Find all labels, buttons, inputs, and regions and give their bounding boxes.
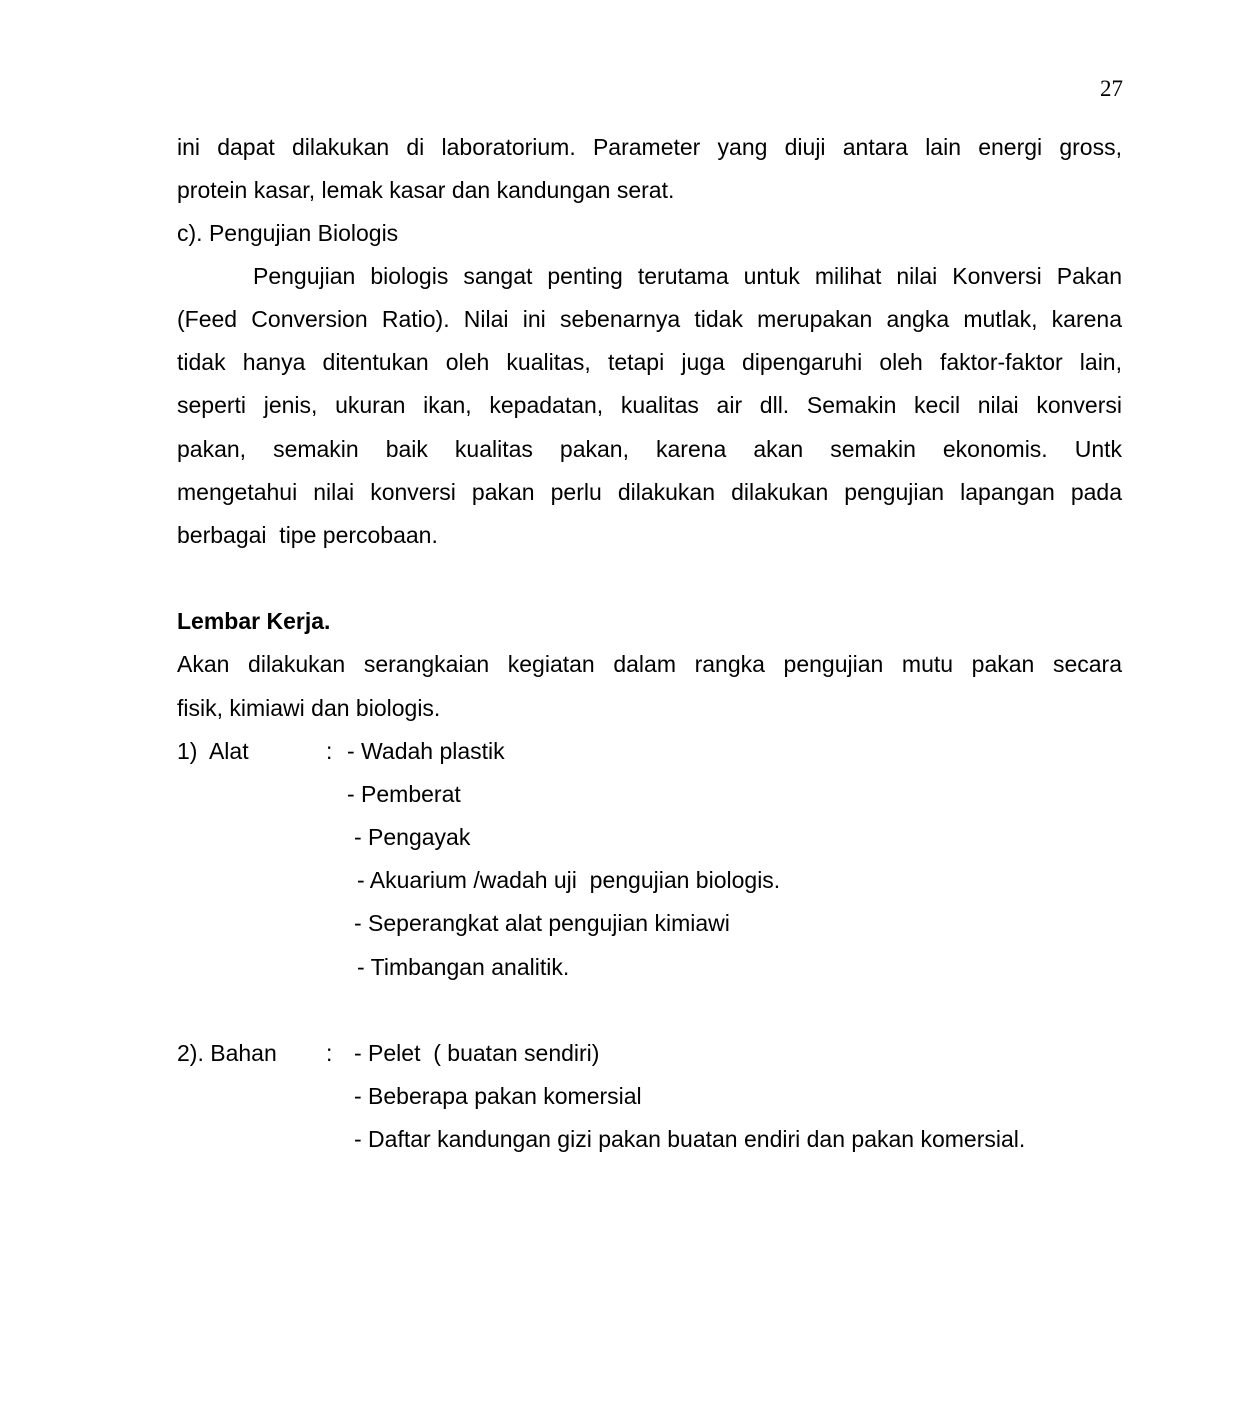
section-c-line-5: pakan, semakin baik kualitas pakan, karena akan semakin ekonomis. Untk [177, 436, 1122, 462]
page-number: 27 [1100, 76, 1123, 101]
bahan-label: 2). Bahan [177, 1040, 277, 1066]
section-c-line-3: tidak hanya ditentukan oleh kualitas, tetapi juga dipengaruhi oleh faktor-faktor lain, [177, 349, 1122, 375]
section-c-line-1: Pengujian biologis sangat penting terutama untuk milihat nilai Konversi Pakan [253, 263, 1122, 289]
alat-item: - Timbangan analitik. [357, 954, 570, 980]
intro-line-1: ini dapat dilakukan di laboratorium. Parameter yang diuji antara lain energi gross, [177, 134, 1122, 160]
alat-item: - Akuarium /wadah uji pengujian biologis. [357, 867, 781, 893]
alat-item: - Pengayak [354, 824, 471, 850]
section-c-line-2: (Feed Conversion Ratio). Nilai ini sebenarnya tidak merupakan angka mutlak, karena [177, 306, 1122, 332]
alat-item: - Wadah plastik [347, 738, 505, 764]
section-c-heading: c). Pengujian Biologis [177, 220, 399, 246]
intro-line-2: protein kasar, lemak kasar dan kandungan serat. [177, 177, 675, 203]
bahan-item: - Daftar kandungan gizi pakan buatan endiri dan pakan komersial. [354, 1126, 1026, 1152]
worksheet-intro-line-1: Akan dilakukan serangkaian kegiatan dalam rangka pengujian mutu pakan secara [177, 651, 1122, 677]
alat-item: - Seperangkat alat pengujian kimiawi [354, 910, 730, 936]
section-c-line-4: seperti jenis, ukuran ikan, kepadatan, kualitas air dll. Semakin kecil nilai konversi [177, 392, 1122, 418]
alat-label: 1) Alat [177, 738, 249, 764]
worksheet-title: Lembar Kerja. [177, 608, 331, 634]
worksheet-intro-line-2: fisik, kimiawi dan biologis. [177, 695, 441, 721]
alat-colon: : [326, 738, 333, 764]
section-c-line-7: berbagai tipe percobaan. [177, 522, 438, 548]
bahan-colon: : [326, 1040, 333, 1066]
alat-item: - Pemberat [347, 781, 461, 807]
bahan-item: - Beberapa pakan komersial [354, 1083, 642, 1109]
bahan-item: - Pelet ( buatan sendiri) [354, 1040, 600, 1066]
section-c-line-6: mengetahui nilai konversi pakan perlu dilakukan dilakukan pengujian lapangan pada [177, 479, 1122, 505]
